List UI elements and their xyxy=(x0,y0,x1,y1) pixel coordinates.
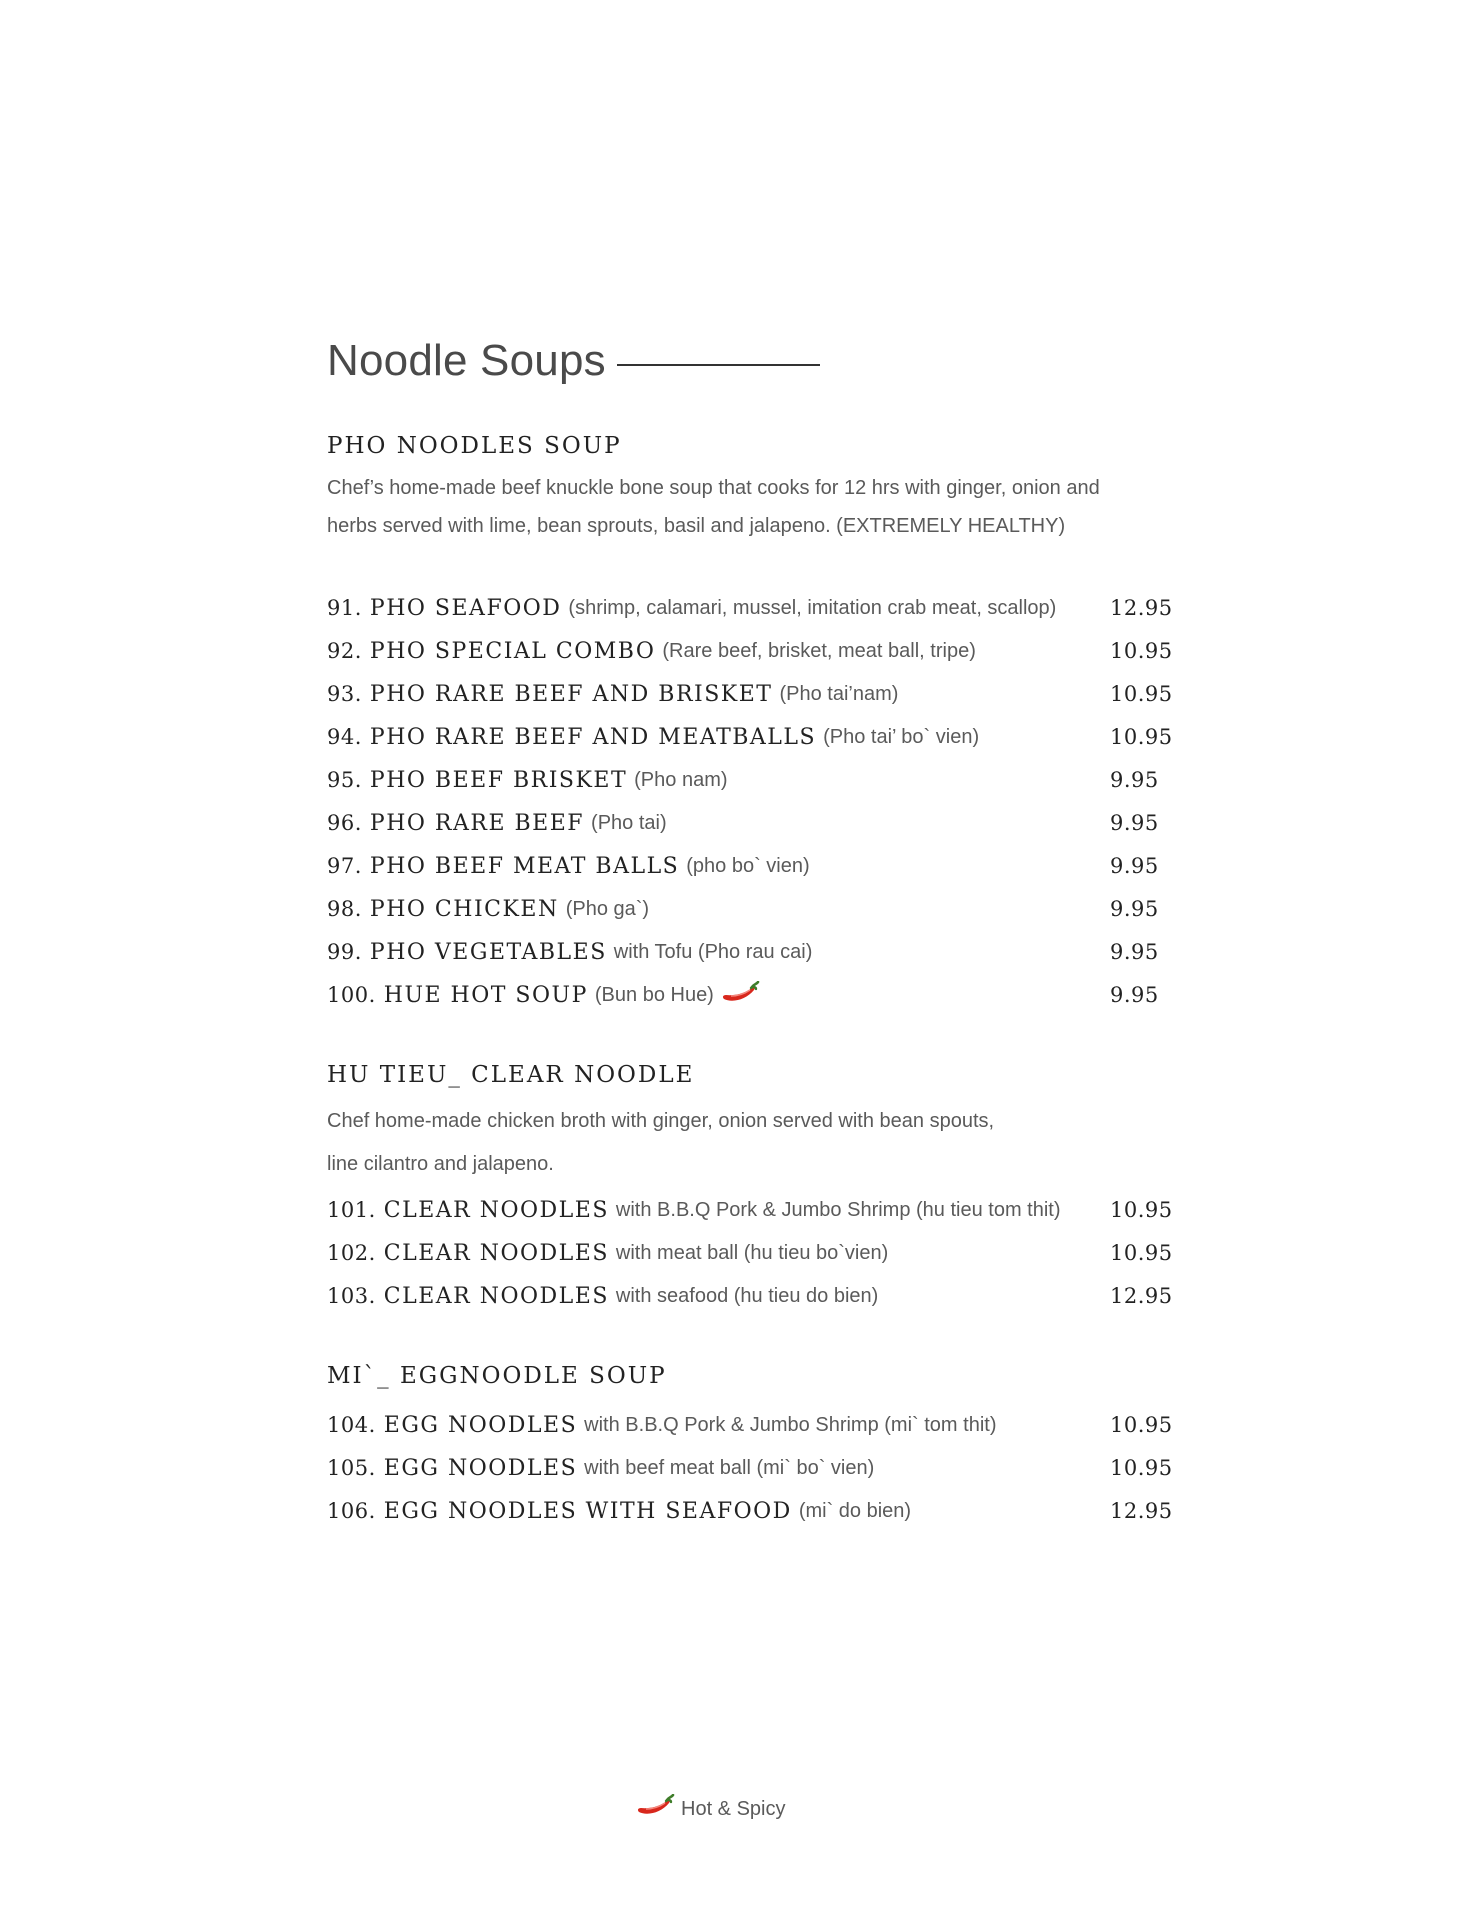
item-number: 93. xyxy=(327,682,362,706)
item-name: PHO RARE BEEF xyxy=(369,810,585,836)
legend-label: Hot & Spicy xyxy=(681,1797,786,1820)
menu-item-101 xyxy=(327,1193,1177,1227)
item-description: (Pho nam) xyxy=(634,768,728,791)
pho-description xyxy=(327,469,1227,545)
hu-tieu-description-line: Chef home-made chicken broth with ginger, onion served with bean spouts, xyxy=(327,1110,995,1132)
item-description: (pho bo` vien) xyxy=(686,854,810,877)
item-price: 10.95 xyxy=(1110,1413,1173,1437)
menu-item-103 xyxy=(327,1279,1177,1313)
menu-item-104 xyxy=(327,1408,1177,1442)
item-name: CLEAR NOODLES xyxy=(383,1197,609,1223)
item-description: with Tofu (Pho rau cai) xyxy=(613,940,813,963)
pho-section-heading: PHO NOODLES SOUP xyxy=(327,433,622,459)
item-description: (Pho ga`) xyxy=(565,897,650,920)
item-description: (shrimp, calamari, mussel, imitation crab meat, scallop) xyxy=(568,596,1057,619)
menu-item-93 xyxy=(327,677,1177,711)
hu-tieu-description xyxy=(327,1100,1227,1186)
item-name: PHO SPECIAL COMBO xyxy=(369,638,656,664)
item-number: 96. xyxy=(327,811,362,835)
menu-item-92 xyxy=(327,634,1177,668)
item-description: with beef meat ball (mi` bo` vien) xyxy=(584,1456,875,1479)
title-rule xyxy=(617,364,820,366)
item-description: (Pho tai’ bo` vien) xyxy=(823,725,980,748)
item-number: 94. xyxy=(327,725,362,749)
item-number: 98. xyxy=(327,897,362,921)
item-description: with meat ball (hu tieu bo`vien) xyxy=(615,1241,889,1264)
item-price: 9.95 xyxy=(1110,983,1159,1007)
item-description: (mi` do bien) xyxy=(798,1499,912,1522)
item-price: 10.95 xyxy=(1110,1456,1173,1480)
title-row xyxy=(327,336,820,386)
item-number: 99. xyxy=(327,940,362,964)
menu-item-95 xyxy=(327,763,1177,797)
item-description: (Pho tai) xyxy=(591,811,667,834)
item-name: PHO RARE BEEF AND BRISKET xyxy=(369,681,773,707)
item-price: 9.95 xyxy=(1110,854,1159,878)
item-number: 103. xyxy=(327,1284,376,1308)
menu-item-97 xyxy=(327,849,1177,883)
item-description: with B.B.Q Pork & Jumbo Shrimp (hu tieu tom thit) xyxy=(615,1198,1061,1221)
item-name: PHO VEGETABLES xyxy=(369,939,607,965)
menu-item-99 xyxy=(327,935,1177,969)
item-price: 10.95 xyxy=(1110,1198,1173,1222)
menu-item-91 xyxy=(327,591,1177,625)
item-name: PHO BEEF BRISKET xyxy=(369,767,628,793)
item-number: 91. xyxy=(327,596,362,620)
menu-item-102 xyxy=(327,1236,1177,1270)
item-price: 9.95 xyxy=(1110,811,1159,835)
chili-pepper-icon xyxy=(722,981,760,1010)
pho-description-line: herbs served with lime, bean sprouts, basil and jalapeno. (EXTREMELY HEALTHY) xyxy=(327,515,1066,537)
item-number: 100. xyxy=(327,983,376,1007)
item-price: 10.95 xyxy=(1110,725,1173,749)
item-number: 105. xyxy=(327,1456,376,1480)
item-name: HUE HOT SOUP xyxy=(383,982,588,1008)
mi-section-heading: MI`_ EGGNOODLE SOUP xyxy=(327,1363,667,1389)
item-description: (Rare beef, brisket, meat ball, tripe) xyxy=(662,639,976,662)
item-description: (Pho tai’nam) xyxy=(779,682,899,705)
item-number: 92. xyxy=(327,639,362,663)
item-number: 106. xyxy=(327,1499,376,1523)
item-number: 95. xyxy=(327,768,362,792)
menu-item-98 xyxy=(327,892,1177,926)
item-number: 101. xyxy=(327,1198,376,1222)
page-title: Noodle Soups xyxy=(327,336,606,385)
item-number: 104. xyxy=(327,1413,376,1437)
item-name: PHO BEEF MEAT BALLS xyxy=(369,853,680,879)
menu-item-96 xyxy=(327,806,1177,840)
item-price: 9.95 xyxy=(1110,768,1159,792)
item-number: 102. xyxy=(327,1241,376,1265)
item-description: with seafood (hu tieu do bien) xyxy=(615,1284,879,1307)
item-price: 12.95 xyxy=(1110,1499,1173,1523)
pho-description-line: Chef’s home-made beef knuckle bone soup that cooks for 12 hrs with ginger, onion and xyxy=(327,477,1100,499)
item-name: PHO SEAFOOD xyxy=(369,595,562,621)
item-name: CLEAR NOODLES xyxy=(383,1283,609,1309)
item-name: PHO RARE BEEF AND MEATBALLS xyxy=(369,724,817,750)
item-price: 10.95 xyxy=(1110,682,1173,706)
item-name: EGG NOODLES WITH SEAFOOD xyxy=(383,1498,792,1524)
item-price: 9.95 xyxy=(1110,897,1159,921)
legend xyxy=(637,1794,785,1824)
item-name: PHO CHICKEN xyxy=(369,896,559,922)
item-price: 10.95 xyxy=(1110,1241,1173,1265)
item-number: 97. xyxy=(327,854,362,878)
menu-item-105 xyxy=(327,1451,1177,1485)
item-name: EGG NOODLES xyxy=(383,1412,578,1438)
item-price: 10.95 xyxy=(1110,639,1173,663)
item-price: 12.95 xyxy=(1110,596,1173,620)
item-name: CLEAR NOODLES xyxy=(383,1240,609,1266)
hu-tieu-section-heading: HU TIEU_ CLEAR NOODLE xyxy=(327,1062,695,1088)
item-price: 12.95 xyxy=(1110,1284,1173,1308)
item-name: EGG NOODLES xyxy=(383,1455,578,1481)
menu-item-106 xyxy=(327,1494,1177,1528)
chili-pepper-icon xyxy=(637,1794,675,1824)
item-description: (Bun bo Hue) xyxy=(594,983,714,1006)
menu-item-94 xyxy=(327,720,1177,754)
item-description: with B.B.Q Pork & Jumbo Shrimp (mi` tom thit) xyxy=(584,1413,997,1436)
item-price: 9.95 xyxy=(1110,940,1159,964)
menu-item-100 xyxy=(327,978,1177,1012)
hu-tieu-description-line: line cilantro and jalapeno. xyxy=(327,1153,554,1175)
